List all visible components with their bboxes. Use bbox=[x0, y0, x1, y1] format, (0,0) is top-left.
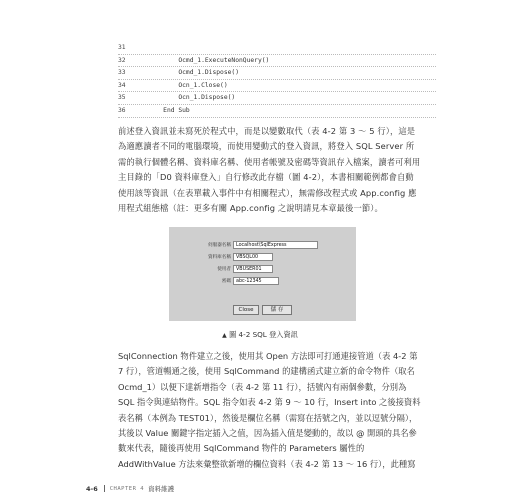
body-paragraph-1: 前述登入資訊並未寫死於程式中，而是以變數取代（表 4-2 第 3 ～ 5 行），這是為適應讀者不同的電腦環境，而使用變動式的登入資訊，將登入 SQL Server 所需的執行個體名稱、資料庫名稱、使用者帳號及密碼等資訊存入檔案，讀者可利用主目錄的「D0 資料庫登入」自行修改此存檔（圖 4-2），本書相關範例都會自動使用該等資訊（在表單載入事件中有相關程式），無需修改程式或 App.config 應用程式組態檔（註：更多有關 App.config 之說明請見本章最後一節）。 bbox=[118, 126, 421, 214]
line-number: 31 bbox=[118, 44, 126, 51]
line-number: 36 bbox=[118, 106, 126, 114]
chapter-label: CHAPTER 4 bbox=[109, 485, 145, 492]
code-line bbox=[118, 67, 436, 80]
password-row bbox=[169, 277, 356, 287]
code-line bbox=[118, 80, 436, 93]
database-name-row bbox=[169, 253, 356, 263]
code-text: Ocn_1.Dispose() bbox=[148, 94, 236, 102]
database-name-label: 資料庫名稱 bbox=[208, 255, 231, 260]
line-number: 34 bbox=[118, 81, 126, 89]
server-name-label: 伺服器名稱 bbox=[208, 243, 231, 248]
footer-divider bbox=[104, 485, 105, 492]
code-text: Ocn_1.Close() bbox=[148, 81, 228, 89]
page-footer bbox=[86, 484, 174, 493]
code-text: Ocmd_1.ExecuteNonQuery() bbox=[148, 56, 270, 64]
figure-caption bbox=[0, 330, 520, 340]
code-text: Ocmd_1.Dispose() bbox=[148, 69, 239, 77]
line-number: 32 bbox=[118, 56, 126, 64]
code-line bbox=[118, 42, 436, 55]
user-label: 使用者 bbox=[217, 267, 231, 272]
code-line bbox=[118, 105, 436, 118]
password-label: 密碼 bbox=[221, 279, 231, 284]
code-line bbox=[118, 55, 436, 68]
line-number: 35 bbox=[118, 94, 126, 102]
code-listing bbox=[118, 42, 436, 118]
user-row bbox=[169, 265, 356, 275]
server-name-input[interactable]: Localhost\SqlExpress bbox=[233, 241, 318, 249]
triangle-marker-icon: ▲ bbox=[222, 332, 227, 339]
caption-text: 圖 4-2 SQL 登入資訊 bbox=[229, 330, 298, 339]
sql-login-dialog-figure bbox=[169, 227, 356, 321]
password-input[interactable]: abc-12345 bbox=[233, 277, 279, 285]
body-paragraph-2: SqlConnection 物件建立之後，使用其 Open 方法即可打通連接管道（表 4-2 第 7 行），管道暢通之後，使用 SqlCommand 的建構函式建立新的命令物件（取名 Ocmd_1）以便下達新增指令（表 4-2 第 11 行），括號內有兩個參數，分別為 SQL 指令與連結物件。SQL 指令如表 4-2 第 9 ～ 10 行，Insert into 之後接資料表名稱（本例為 TEST01），然後是欄位名稱（需寫在括號之內，並以逗號分隔），其後以 Value 關鍵字指定插入之值，因為插入值是變動的，故以 @ 開頭的具名參數來代表，隨後再使用 SqlCommand 物件的 Parameters 屬性的 AddWithValue 方法來彙整欲新增的欄位資料（表 4-2 第 13 ～ 16 行），此種寫 bbox=[118, 351, 421, 469]
page-number: 4-6 bbox=[86, 484, 98, 493]
save-button[interactable]: 儲 存 bbox=[262, 305, 292, 315]
database-name-input[interactable]: VBSQL00 bbox=[233, 253, 273, 261]
chapter-title: 資料維護 bbox=[148, 485, 175, 493]
code-line bbox=[118, 92, 436, 105]
server-name-row bbox=[169, 241, 356, 251]
code-text: End Sub bbox=[148, 106, 190, 114]
close-button[interactable]: Close bbox=[233, 305, 259, 315]
user-input[interactable]: VBUSER01 bbox=[233, 265, 273, 273]
line-number: 33 bbox=[118, 69, 126, 77]
